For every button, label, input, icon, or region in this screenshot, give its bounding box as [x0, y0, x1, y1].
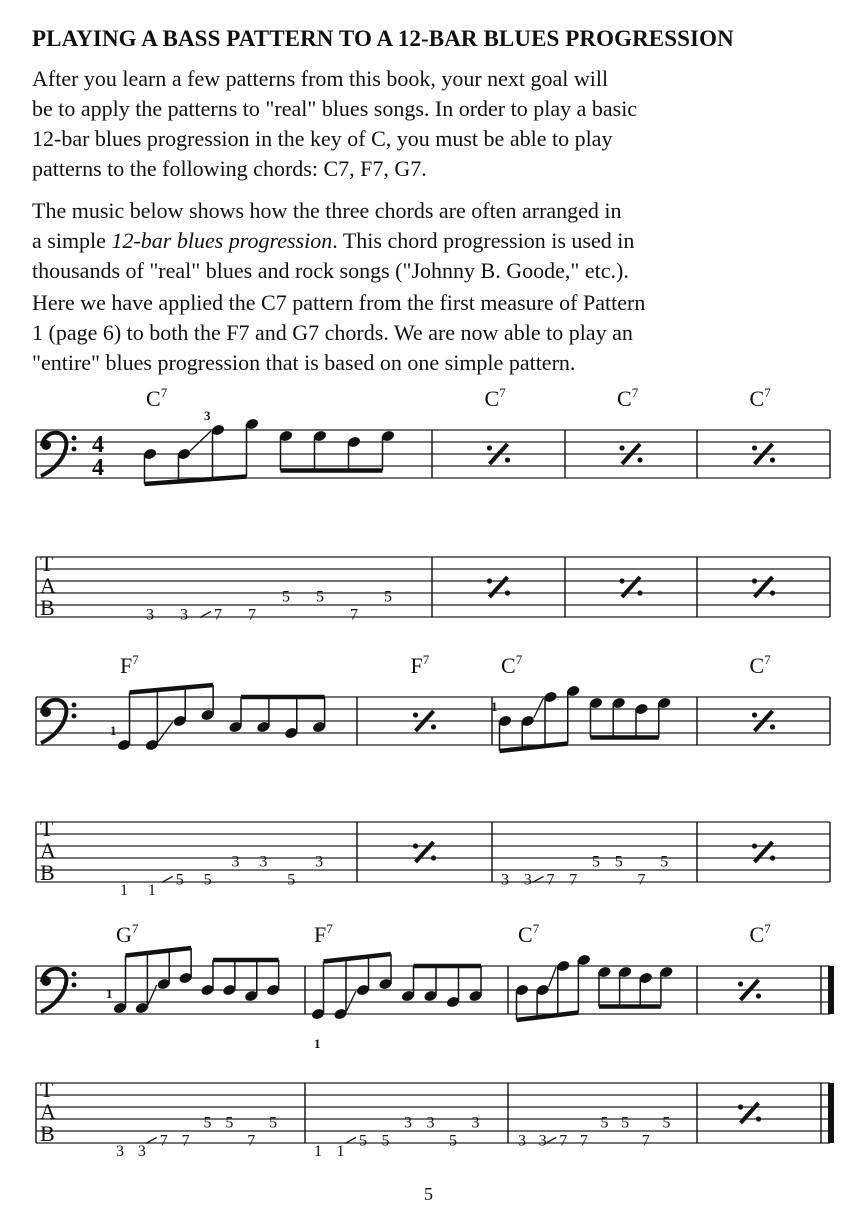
- repeat-dot: [413, 712, 418, 717]
- chord-symbol: $F^7$: [120, 652, 139, 678]
- fingering-number: 1: [314, 1036, 321, 1051]
- tab-fret-number: 7: [641, 1132, 650, 1150]
- tab-fret-number: 7: [159, 1132, 168, 1150]
- italic-term: 12-bar blues progression: [111, 228, 333, 253]
- chord-symbol: $C^7$: [749, 385, 771, 411]
- clef-dot: [72, 447, 77, 452]
- tab-fret-number: 5: [269, 1114, 278, 1132]
- chord-superscript: 7: [499, 385, 506, 400]
- chord-symbol: $C^7$: [146, 385, 168, 411]
- chord-symbol: $C^7$: [484, 385, 506, 411]
- chord-symbol: $C^7$: [617, 385, 639, 411]
- tab-fret-number: 7: [579, 1132, 588, 1150]
- clef-dot: [72, 983, 77, 988]
- tab-fret-number: 5: [600, 1114, 609, 1132]
- chord-symbol: $F^7$: [314, 921, 333, 947]
- tab-fret-number: 5: [203, 871, 212, 889]
- text-run: . This chord progression is used in: [332, 228, 635, 253]
- system-2: [36, 652, 830, 899]
- text-run: thousands of "real" blues and rock songs ("Johnny B. Goode," etc.).: [32, 258, 629, 283]
- repeat-dot: [756, 993, 761, 998]
- repeat-dot: [431, 724, 436, 729]
- chord-symbol: $F^7$: [410, 652, 430, 678]
- repeat-dot: [431, 855, 436, 860]
- tab-clef-letter: B: [40, 860, 55, 885]
- tab-clef-letter: A: [40, 573, 56, 598]
- tab-fret-number: 7: [546, 871, 555, 889]
- text-run: 12-bar blues progression in the key of C, you must be able to play: [32, 126, 613, 151]
- tab-fret-number: 7: [559, 1132, 568, 1150]
- repeat-dot: [505, 457, 510, 462]
- clef-dot: [41, 440, 51, 450]
- chord-symbol: $C^7$: [518, 921, 540, 947]
- text-run: The music below shows how the three chords are often arranged in: [32, 198, 622, 223]
- tab-clef-letter: T: [40, 816, 54, 841]
- tab-fret-number: 3: [501, 871, 509, 889]
- tab-clef-letter: B: [40, 595, 55, 620]
- chord-superscript: 7: [631, 385, 639, 400]
- tab-fret-number: 3: [426, 1114, 435, 1132]
- repeat-slash: [622, 577, 640, 597]
- repeat-dot: [619, 445, 624, 450]
- final-bar-line: [828, 966, 834, 1014]
- chord-symbol: $G^7$: [116, 921, 139, 947]
- tab-fret-number: 1: [314, 1143, 322, 1161]
- tab-measure-repeat-icon: [752, 577, 775, 597]
- fingering-number: 1: [491, 699, 498, 714]
- tab-fret-number: 7: [637, 871, 646, 889]
- tab-fret-number: 3: [180, 606, 188, 624]
- chord-superscript: 7: [764, 921, 771, 936]
- tab-fret-number: 1: [120, 882, 128, 900]
- tab-fret-number: 3: [315, 853, 324, 871]
- chord-superscript: 7: [160, 385, 168, 400]
- clef-dot: [72, 436, 77, 441]
- tab-fret-number: 5: [449, 1132, 457, 1150]
- slide-line: [190, 431, 211, 451]
- repeat-dot: [752, 712, 757, 717]
- tab-fret-number: 3: [523, 871, 532, 889]
- tab-fret-number: 3: [116, 1143, 124, 1161]
- tab-clef-letter: A: [40, 1099, 56, 1124]
- repeat-dot: [637, 457, 642, 462]
- note-beam: [130, 685, 214, 693]
- note-beam: [126, 948, 192, 956]
- tab-fret-number: 7: [248, 606, 256, 624]
- text-run: a simple: [32, 228, 112, 253]
- chord-symbol: $C^7$: [749, 921, 771, 947]
- tab-fret-number: 3: [471, 1114, 480, 1132]
- repeat-slash: [755, 577, 773, 597]
- repeat-dot: [487, 445, 492, 450]
- repeat-dot: [770, 457, 775, 462]
- tab-clef-letter: T: [40, 1077, 54, 1102]
- repeat-dot: [619, 578, 624, 583]
- chord-superscript: 7: [532, 921, 540, 936]
- repeat-dot: [505, 590, 510, 595]
- tab-fret-number: 3: [259, 853, 268, 871]
- chord-superscript: 7: [764, 385, 771, 400]
- fingering-number: 1: [110, 723, 117, 738]
- final-tab-bar-line: [828, 1083, 834, 1143]
- tab-fret-number: 7: [214, 606, 222, 624]
- tab-measure-repeat-icon: [752, 842, 775, 862]
- tab-measure-repeat-icon: [619, 577, 642, 597]
- repeat-dot: [770, 590, 775, 595]
- slide-line: [549, 967, 557, 987]
- tab-fret-number: 5: [359, 1132, 367, 1150]
- tab-measure-repeat-icon: [413, 842, 436, 862]
- clef-dot: [72, 703, 77, 708]
- tab-fret-number: 5: [662, 1114, 671, 1132]
- tab-fret-number: 5: [203, 1114, 212, 1132]
- repeat-dot: [637, 590, 642, 595]
- tab-fret-number: 3: [404, 1114, 412, 1132]
- clef-dot: [72, 972, 77, 977]
- tab-fret-number: 3: [538, 1132, 547, 1150]
- chord-superscript: 7: [326, 921, 333, 936]
- repeat-dot: [756, 1116, 761, 1121]
- tab-fret-number: 3: [231, 853, 240, 871]
- tab-fret-number: 5: [225, 1114, 234, 1132]
- note-beam: [324, 954, 392, 962]
- tab-fret-number: 5: [614, 853, 623, 871]
- fingering-number: 1: [106, 986, 113, 1001]
- tab-fret-number: 5: [282, 588, 290, 606]
- page-title: PLAYING A BASS PATTERN TO A 12-BAR BLUES PROGRESSION: [32, 26, 734, 51]
- repeat-dot: [738, 981, 743, 986]
- system-3: [36, 921, 834, 1160]
- system-1: [36, 385, 830, 623]
- tab-clef-letter: T: [40, 551, 54, 576]
- repeat-dot: [413, 843, 418, 848]
- clef-dot: [72, 714, 77, 719]
- page-number: 5: [424, 1184, 433, 1204]
- tab-clef-letter: B: [40, 1121, 55, 1146]
- tab-fret-number: 3: [137, 1143, 146, 1161]
- tab-fret-number: 5: [592, 853, 600, 871]
- slide-line: [158, 722, 173, 742]
- tab-fret-number: 5: [384, 588, 392, 606]
- repeat-dot: [752, 445, 757, 450]
- tab-fret-number: 7: [350, 606, 358, 624]
- tab-fret-number: 5: [660, 853, 669, 871]
- tab-fret-number: 3: [518, 1132, 526, 1150]
- tab-fret-number: 3: [146, 606, 154, 624]
- chord-superscript: 7: [132, 652, 139, 667]
- tab-fret-number: 5: [175, 871, 184, 889]
- repeat-dot: [770, 724, 775, 729]
- text-run: After you learn a few patterns from this book, your next goal will: [32, 66, 609, 91]
- tab-measure-repeat-icon: [738, 1103, 761, 1123]
- clef-dot: [41, 707, 51, 717]
- text-run: patterns to the following chords: C7, F7, G7.: [32, 156, 427, 181]
- text-run: be to apply the patterns to "real" blues songs. In order to play a basic: [32, 96, 638, 121]
- tab-fret-number: 7: [181, 1132, 190, 1150]
- slide-line: [534, 698, 544, 718]
- clef-dot: [41, 976, 51, 986]
- repeat-slash: [416, 842, 434, 862]
- repeat-slash: [490, 577, 508, 597]
- tab-measure-repeat-icon: [487, 577, 510, 597]
- tab-fret-number: 7: [247, 1132, 256, 1150]
- chord-symbol: $C^7$: [501, 652, 523, 678]
- tab-fret-number: 5: [316, 588, 324, 606]
- text-run: Here we have applied the C7 pattern from the first measure of Pattern: [32, 290, 646, 315]
- chord-superscript: 7: [764, 652, 771, 667]
- repeat-slash: [741, 1103, 759, 1123]
- chord-symbol: $C^7$: [749, 652, 771, 678]
- text-run: 1 (page 6) to both the F7 and G7 chords. We are now able to play an: [32, 320, 633, 345]
- chord-superscript: 7: [422, 652, 430, 667]
- tab-fret-number: 1: [336, 1143, 345, 1161]
- repeat-dot: [738, 1104, 743, 1109]
- tab-clef-letter: A: [40, 838, 56, 863]
- repeat-dot: [752, 578, 757, 583]
- chord-superscript: 7: [131, 921, 139, 936]
- text-run: "entire" blues progression that is based on one simple pattern.: [32, 350, 576, 375]
- tab-fret-number: 5: [621, 1114, 630, 1132]
- chord-superscript: 7: [515, 652, 523, 667]
- repeat-dot: [752, 843, 757, 848]
- fingering-number: 3: [204, 408, 211, 423]
- repeat-dot: [487, 578, 492, 583]
- tab-fret-number: 5: [287, 871, 296, 889]
- repeat-dot: [770, 855, 775, 860]
- repeat-slash: [755, 842, 773, 862]
- tab-fret-number: 7: [569, 871, 578, 889]
- tab-fret-number: 5: [381, 1132, 390, 1150]
- time-signature-top: 4: [92, 432, 104, 458]
- tab-fret-number: 1: [147, 882, 156, 900]
- time-signature-bottom: 4: [92, 455, 104, 481]
- slide-line: [347, 991, 357, 1011]
